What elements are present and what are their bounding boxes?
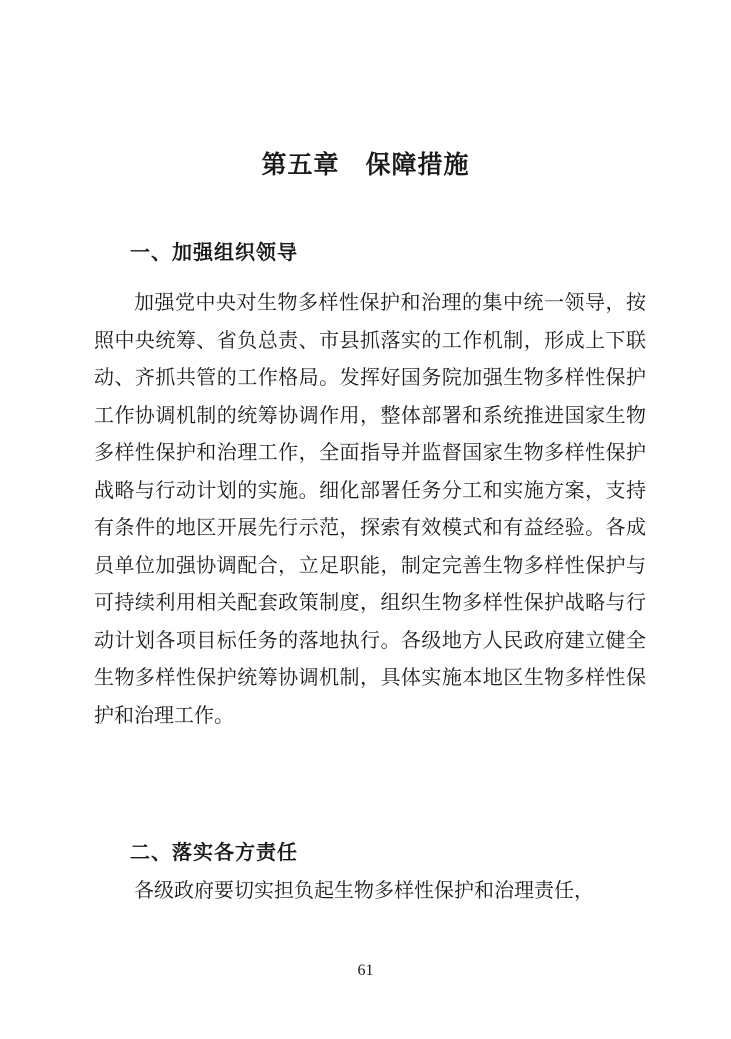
section-1-paragraph: 加强党中央对生物多样性保护和治理的集中统一领导，按照中央统筹、省负总责、市县抓落实的工作机制，形成上下联动、齐抓共管的工作格局。发挥好国务院加强生物多样性保护工作协调机制的统筹协调作用，整体部署和系统推进国家生物多样性保护和治理工作，全面指导并监督国家生物多样性保护战略与行动计划的实施。细化部署任务分工和实施方案，支持有条件的地区开展先行示范，探索有效模式和有益经验。各成员单位加强协调配合，立足职能，制定完善生物多样性保护与可持续利用相关配套政策制度，组织生物多样性保护战略与行动计划各项目标任务的落地执行。各级地方人民政府建立健全生物多样性保护统筹协调机制，具体实施本地区生物多样性保护和治理工作。 (94, 290, 646, 727)
page-number: 61 (357, 962, 374, 979)
chapter-title: 第五章 保障措施 (261, 150, 470, 179)
section-heading-2: 二、落实各方责任 (130, 840, 298, 864)
section-2-paragraph: 各级政府要切实担负起生物多样性保护和治理责任， (134, 878, 594, 902)
section-heading-1: 一、加强组织领导 (130, 240, 298, 264)
